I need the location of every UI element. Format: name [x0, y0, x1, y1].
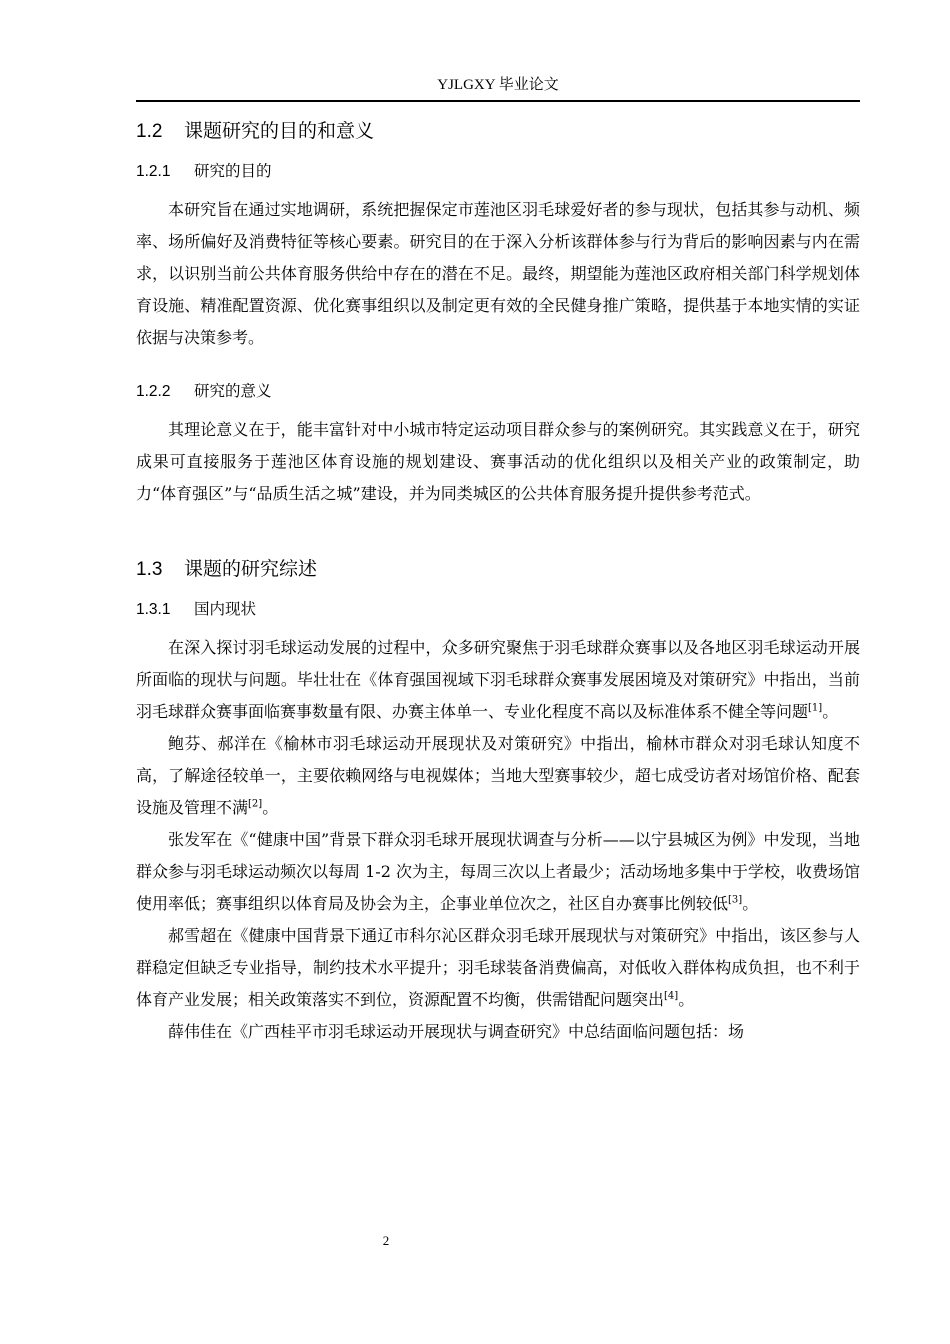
- paragraph-text: 郝雪超在《健康中国背景下通辽市科尔沁区群众羽毛球开展现状与对策研究》中指出，该区参与人群稳定但缺乏专业指导，制约技术水平提升；羽毛球装备消费偏高，对低收入群体构成负担，也不利于体育产业发展；相关政策落实不到位，资源配置不均衡，供需错配问题突出: [136, 926, 860, 1009]
- subsection-title: 研究的意义: [194, 382, 272, 400]
- page-number: 2: [382, 1233, 390, 1248]
- subsection-number: 1.3.1: [136, 601, 171, 618]
- paragraph-text: 张发军在《“健康中国”背景下群众羽毛球开展现状调查与分析——以宁县城区为例》中发现，当地群众参与羽毛球运动频次以每周 1-2 次为主，每周三次以上者最少；活动场地多集中于学校，收费场馆使用率低；赛事组织以体育局及协会为主，企事业单位次之，社区自办赛事比例较低: [136, 830, 860, 913]
- citation-ref: [2]: [248, 798, 263, 810]
- paragraph-domestic-status-3: [136, 824, 860, 920]
- paragraph-text: 鲍芬、郝洋在《榆林市羽毛球运动开展现状及对策研究》中指出，榆林市群众对羽毛球认知度不高，了解途径较单一，主要依赖网络与电视媒体；当地大型赛事较少，超七成受访者对场馆价格、配套设施及管理不满: [136, 734, 860, 817]
- paragraph-text: 在深入探讨羽毛球运动发展的过程中，众多研究聚焦于羽毛球群众赛事以及各地区羽毛球运动开展所面临的现状与问题。毕壮壮在《体育强国视域下羽毛球群众赛事发展困境及对策研究》中指出，当前羽毛球群众赛事面临赛事数量有限、办赛主体单一、专业化程度不高以及标准体系不健全等问题: [136, 638, 860, 721]
- paragraph-end: 。: [262, 798, 279, 817]
- citation-ref: [3]: [728, 894, 743, 906]
- subsection-number: 1.2.1: [136, 163, 171, 180]
- paragraph-domestic-status-2: [136, 728, 860, 824]
- section-heading-1-2: [136, 114, 860, 148]
- header-rule: [136, 100, 860, 102]
- subsection-heading-1-2-1: [136, 158, 860, 184]
- citation-ref: [1]: [808, 702, 823, 714]
- paragraph-research-significance: 其理论意义在于，能丰富针对中小城市特定运动项目群众参与的案例研究。其实践意义在于，研究成果可直接服务于莲池区体育设施的规划建设、赛事活动的优化组织以及相关产业的政策制定，助力“体育强区”与“品质生活之城”建设，并为同类城区的公共体育服务提升提供参考范式。: [136, 420, 860, 503]
- paragraph-end: 。: [822, 702, 839, 721]
- paragraph-end: 。: [742, 894, 759, 913]
- page-body: [136, 114, 860, 1048]
- paragraph-end: 。: [678, 990, 695, 1009]
- section-number: 1.3: [136, 559, 163, 580]
- running-header: YJLGXY 毕业论文: [437, 77, 559, 93]
- subsection-heading-1-3-1: [136, 596, 860, 622]
- paragraph-domestic-status-4: [136, 920, 860, 1016]
- section-heading-1-3: [136, 552, 860, 586]
- paragraph-domestic-status-1: [136, 632, 860, 728]
- citation-ref: [4]: [664, 990, 679, 1002]
- paragraph-research-purpose: 本研究旨在通过实地调研，系统把握保定市莲池区羽毛球爱好者的参与现状，包括其参与动机、频率、场所偏好及消费特征等核心要素。研究目的在于深入分析该群体参与行为背后的影响因素与内在需求，以识别当前公共体育服务供给中存在的潜在不足。最终，期望能为莲池区政府相关部门科学规划体育设施、精准配置资源、优化赛事组织以及制定更有效的全民健身推广策略，提供基于本地实情的实证依据与决策参考。: [136, 200, 860, 347]
- subsection-heading-1-2-2: [136, 378, 860, 404]
- section-title: 课题研究的目的和意义: [184, 120, 375, 142]
- subsection-title: 研究的目的: [194, 162, 272, 180]
- subsection-title: 国内现状: [194, 600, 257, 618]
- section-title: 课题的研究综述: [184, 558, 318, 580]
- subsection-number: 1.2.2: [136, 383, 171, 400]
- section-number: 1.2: [136, 121, 163, 142]
- paragraph-domestic-status-5: 薛伟佳在《广西桂平市羽毛球运动开展现状与调查研究》中总结面临问题包括：场: [168, 1022, 745, 1041]
